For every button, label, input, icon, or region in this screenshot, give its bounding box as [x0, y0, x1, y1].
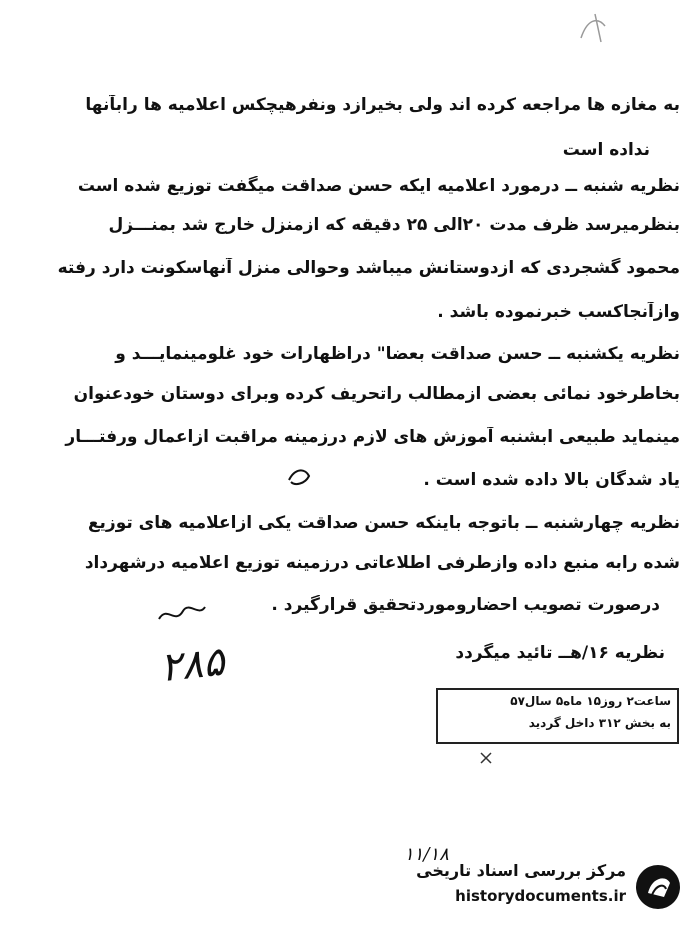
watermark [402, 859, 682, 915]
text-line: درصورت تصویب احضاروموردتحقیق قرارگیرد . [271, 595, 660, 615]
corner-scribble-mark [575, 8, 615, 48]
text-line: محمود گشجردی که ازدوستانش میباشد وحوالی منزل آنهاسکونت دارد رفته [57, 258, 680, 278]
watermark-title: مرکز بررسی اسناد تاریخی [416, 861, 626, 880]
text-line: بخاطرخود نمائی بعضی ازمطالب راتحریف کرده وبرای دوستان خودعنوان [73, 384, 680, 404]
text-line: نداده است [562, 140, 650, 160]
text-line: نظریه چهارشنبه ــ باتوجه باینکه حسن صداقت یکی ازاعلامیه های توزیع [87, 513, 680, 533]
text-line: نظریه شنبه ــ درمورد اعلامیه ایکه حسن صداقت میگفت توزیع شده است [77, 176, 680, 196]
watermark-logo-icon [634, 863, 682, 911]
text-line: یاد شدگان بالا داده شده است . [423, 470, 680, 490]
text-line: وازآنجاکسب خبرنموده باشد . [437, 302, 680, 322]
text-line: شده رابه منبع داده وازطرفی اطلاعاتی درزمینه توزیع اعلامیه درشهرداد [84, 553, 680, 573]
text-line: نظریه ۱۶/هــ تائید میگردد [455, 643, 665, 663]
handwritten-initial-mark [285, 462, 315, 492]
text-line: نظریه یکشنبه ــ حسن صداقت بعضا" دراظهارات خود غلومینمایـــد و [115, 344, 680, 364]
bottom-signature-date: ۱۱/۱۸ [404, 844, 449, 865]
text-line: مینماید طبیعی ابشنبه آموزش های لازم درزمینه مراقبت ازاعمال ورفتـــار [65, 427, 680, 447]
text-line: به مغازه ها مراجعه کرده اند ولی بخیرازد ونفرهیچکس اعلامیه ها رابآنها [85, 95, 680, 115]
receipt-stamp [436, 688, 679, 744]
text-line: بنظرمیرسد ظرف مدت ۲۰الی ۲۵ دقیقه که ازمنزل خارج شد بمنـــزل [108, 215, 680, 235]
cross-mark [478, 750, 494, 766]
stamp-line: به بخش ۳۱۲ داخل گردید [528, 716, 671, 730]
handwritten-number: ۲۸۵ [157, 638, 227, 692]
handwritten-signature-mark [155, 595, 210, 630]
stamp-line: ساعت۲ روز۱۵ ماه۵ سال۵۷ [510, 694, 671, 708]
watermark-url: historydocuments.ir [455, 887, 626, 905]
